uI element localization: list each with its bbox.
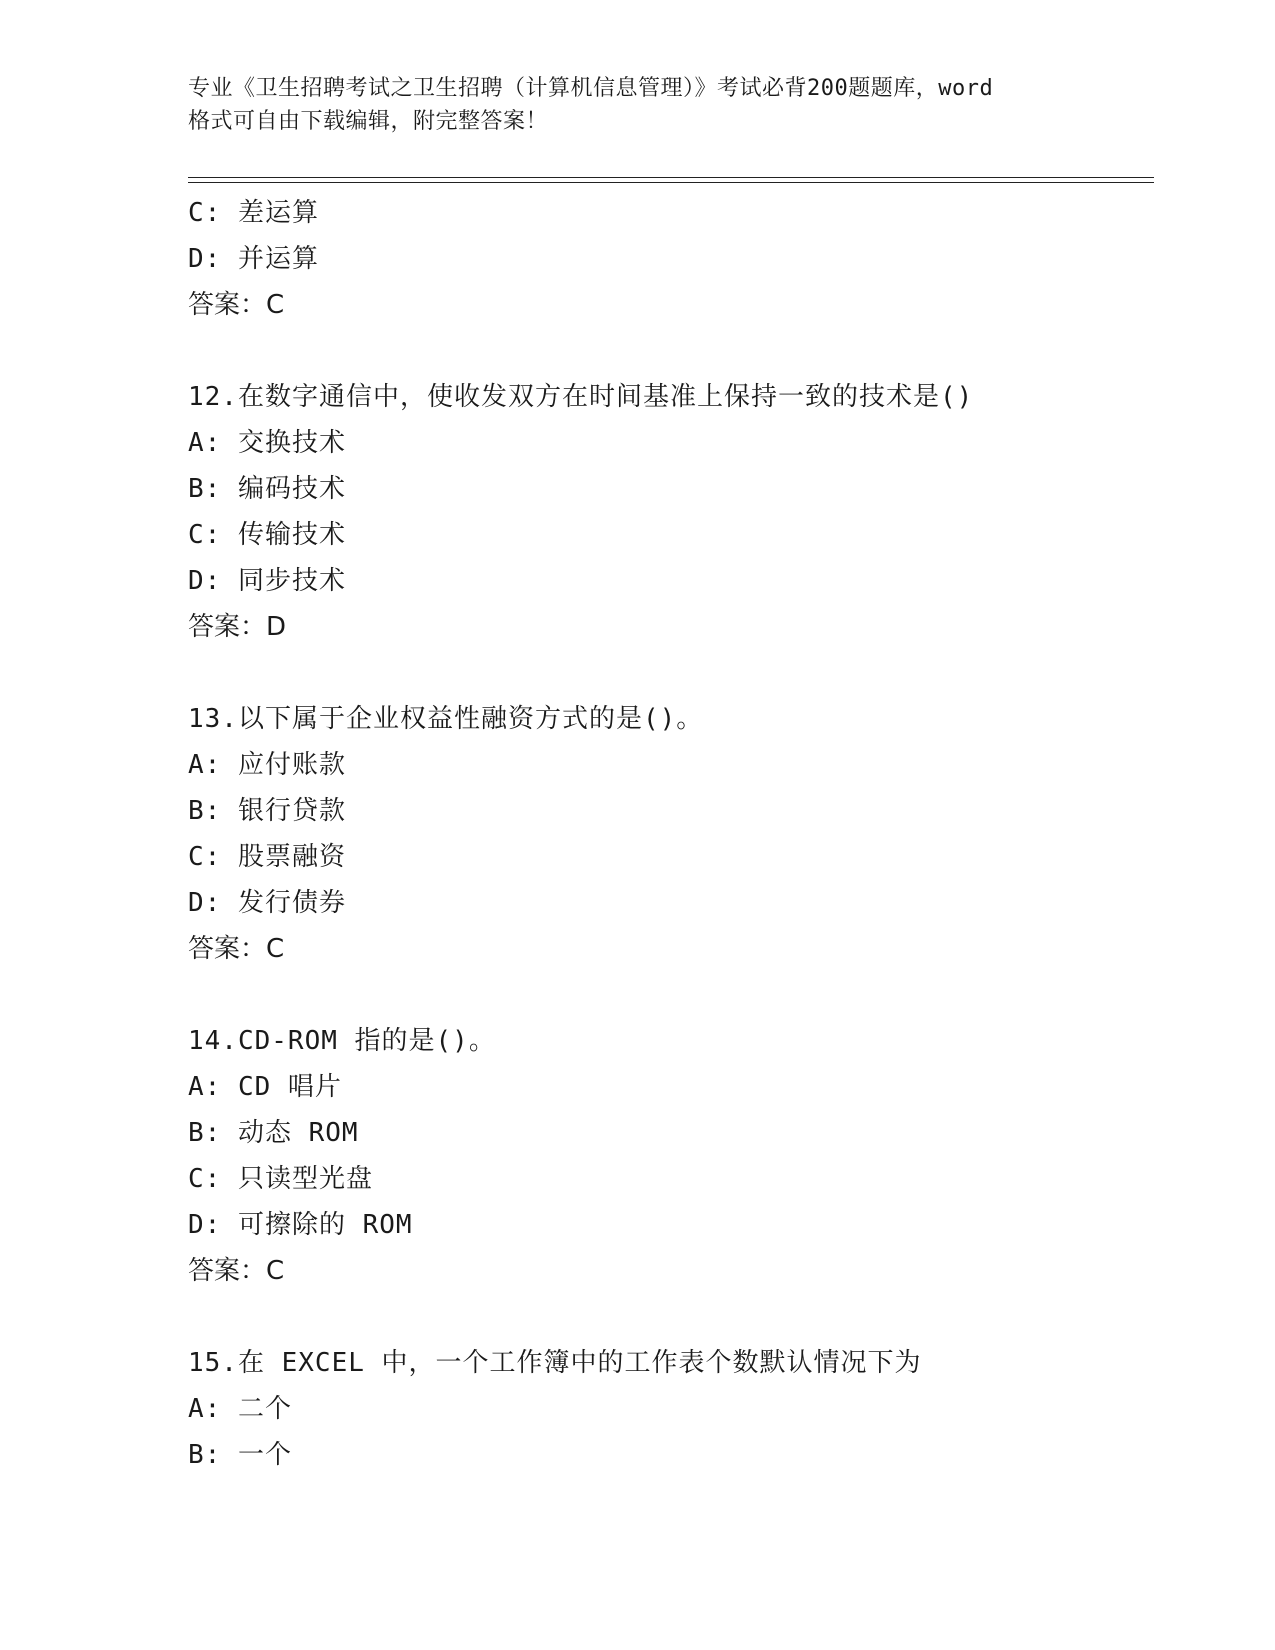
question-block-13: [188, 696, 1148, 972]
option-c: C: 传输技术: [188, 520, 346, 550]
question-block-12: [188, 374, 1148, 650]
option-a: A: 应付账款: [188, 750, 346, 780]
question-block-14: [188, 1018, 1148, 1294]
spacer: [188, 972, 1148, 1018]
option-b: B: 动态 ROM: [188, 1118, 359, 1148]
option-a: A: 交换技术: [188, 428, 346, 458]
question-text: 13.以下属于企业权益性融资方式的是()。: [188, 704, 704, 734]
question-text: 14.CD-ROM 指的是()。: [188, 1026, 496, 1056]
option-b: B: 编码技术: [188, 474, 346, 504]
option-b: B: 银行贷款: [188, 796, 346, 826]
option-d: D: 同步技术: [188, 566, 346, 596]
header-line-2: 格式可自由下载编辑，附完整答案！: [188, 109, 549, 134]
option-c: C: 差运算: [188, 198, 319, 228]
question-block-11: [188, 190, 1148, 328]
header-line-1: 专业《卫生招聘考试之卫生招聘（计算机信息管理）》考试必背200题题库，word: [188, 76, 994, 101]
question-text: 15.在 EXCEL 中，一个工作簿中的工作表个数默认情况下为: [188, 1348, 922, 1378]
spacer: [188, 328, 1148, 374]
header-divider-bottom: [188, 182, 1154, 183]
option-a: A: 二个: [188, 1394, 292, 1424]
question-block-15: [188, 1340, 1148, 1478]
option-d: D: 可擦除的 ROM: [188, 1210, 413, 1240]
header-divider-top: [188, 177, 1154, 178]
option-d: D: 发行债券: [188, 888, 346, 918]
question-list: [188, 190, 1148, 1478]
answer-text: 答案：D: [188, 612, 287, 642]
spacer: [188, 1294, 1148, 1340]
option-b: B: 一个: [188, 1440, 292, 1470]
option-c: C: 股票融资: [188, 842, 346, 872]
option-d: D: 并运算: [188, 244, 319, 274]
spacer: [188, 650, 1148, 696]
answer-text: 答案：C: [188, 290, 285, 320]
document-header: [188, 72, 1088, 138]
option-c: C: 只读型光盘: [188, 1164, 373, 1194]
answer-text: 答案：C: [188, 934, 285, 964]
answer-text: 答案：C: [188, 1256, 285, 1286]
question-text: 12.在数字通信中，使收发双方在时间基准上保持一致的技术是(): [188, 382, 974, 412]
option-a: A: CD 唱片: [188, 1072, 342, 1102]
